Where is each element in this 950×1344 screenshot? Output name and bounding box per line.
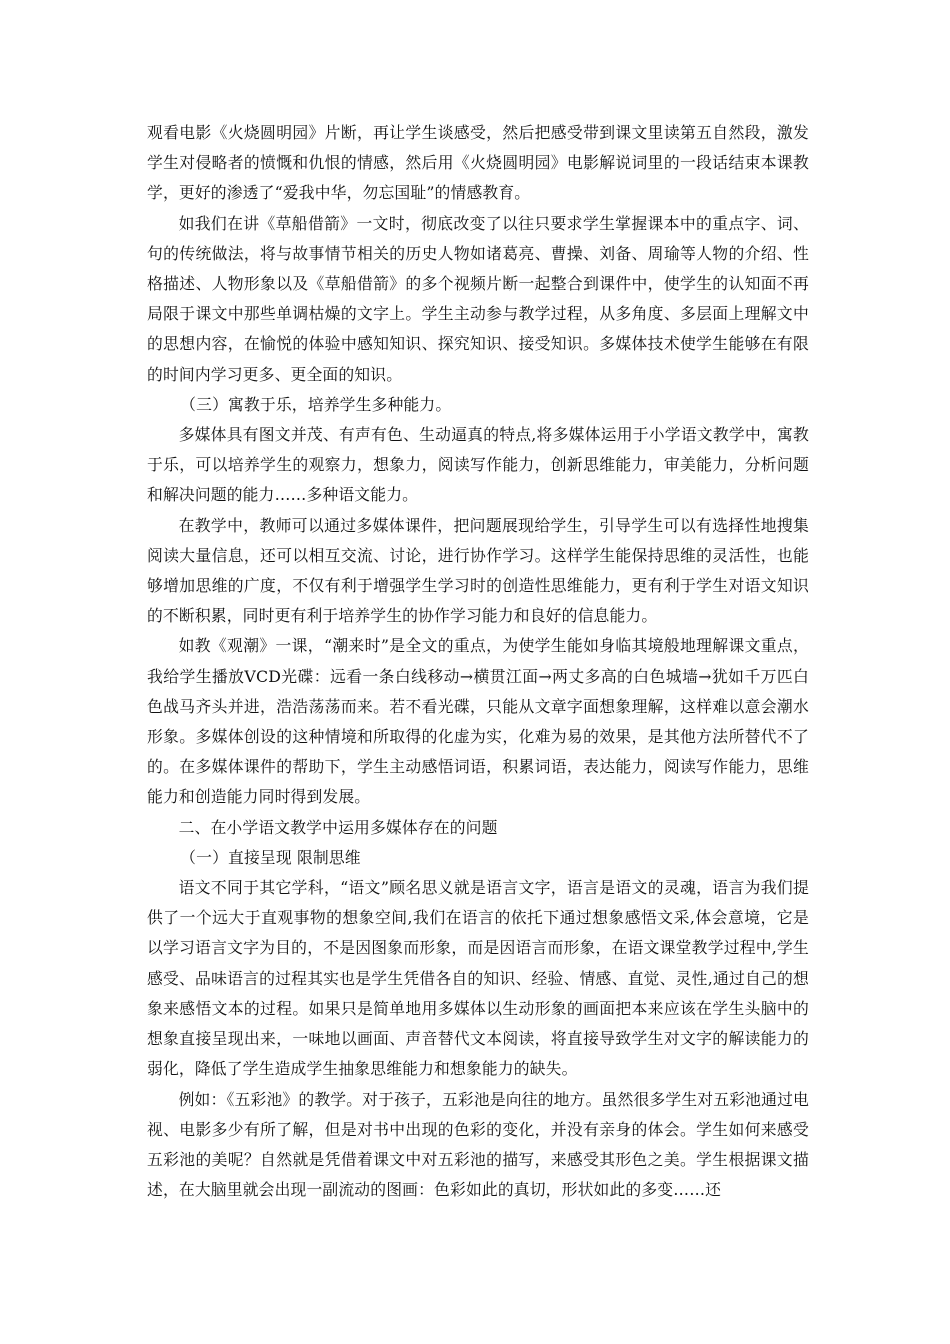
paragraph-language-imagination: 语文不同于其它学科，“语文”顾名思义就是语言文字，语言是语文的灵魂，语言为我们提供了一个远大于直观事物的想象空间,我们在语言的依托下通过想象感悟文采,体会意境，它是以学习语言文字为目的，不是因图象而形象，而是因语言而形象，在语文课堂教学过程中,学生感受、品味语言的过程其实也是学生凭借各自的知识、经验、情感、直觉、灵性,通过自己的想象来感悟文本的过程。如果只是简单地用多媒体以生动形象的画面把本来应该在学生头脑中的想象直接呈现出来，一味地以画面、声音替代文本阅读，将直接导致学生对文字的解读能力的弱化，降低了学生造成学生抽象思维能力和想象能力的缺失。 [147,878,809,1079]
paragraph-cao-chuan-jie-jian: 如我们在讲《草船借箭》一文时，彻底改变了以往只要求学生掌握课本中的重点字、词、句的传统做法，将与故事情节相关的历史人物如诸葛亮、曹操、刘备、周瑜等人物的介绍、性格描述、人物形象以及《草船借箭》的多个视频片断一起整合到课件中，使学生的认知面不再局限于课文中那些单调枯燥的文字上。学生主动参与教学过程，从多角度、多层面上理解文中的思想内容，在愉悦的体验中感知知识、探究知识、接受知识。多媒体技术使学生能够在有限的时间内学习更多、更全面的知识。 [147,213,809,384]
document-body [147,118,809,1205]
paragraph-wu-cai-chi: 例如：《五彩池》的教学。对于孩子，五彩池是向往的地方。虽然很多学生对五彩池通过电视、电影多少有所了解，但是对书中出现的色彩的变化，并没有亲身的体会。学生如何来感受五彩池的美呢？自然就是凭借着课文中对五彩池的描写，来感受其形色之美。学生根据课文描述，在大脑里就会出现一副流动的图画：色彩如此的真切，形状如此的多变……还 [147,1089,809,1200]
paragraph-multimedia-features: 多媒体具有图文并茂、有声有色、生动逼真的特点,将多媒体运用于小学语文教学中，寓教于乐，可以培养学生的观察力，想象力，阅读写作能力，创新思维能力，审美能力，分析问题和解决问题的能力……多种语文能力。 [147,425,809,505]
subheading-yu-jiao-yu-le: （三）寓教于乐，培养学生多种能力。 [180,394,452,414]
paragraph-continuation: 观看电影《火烧圆明园》片断，再让学生谈感受，然后把感受带到课文里读第五自然段，激发学生对侵略者的愤慨和仇恨的情感，然后用《火烧圆明园》电影解说词里的一段话结束本课教学，更好的渗透了“爱我中华，勿忘国耻”的情感教育。 [147,123,809,203]
paragraph-teaching-courseware: 在教学中，教师可以通过多媒体课件，把问题展现给学生，引导学生可以有选择性地搜集阅读大量信息，还可以相互交流、讨论，进行协作学习。这样学生能保持思维的灵活性，也能够增加思维的广度，不仅有利于增强学生学习时的创造性思维能力，更有利于学生对语文知识的不断积累，同时更有利于培养学生的协作学习能力和良好的信息能力。 [147,515,809,626]
subheading-direct-presentation: （一）直接呈现 限制思维 [180,847,361,867]
paragraph-guan-chao: 如教《观潮》一课，“潮来时”是全文的重点，为使学生能如身临其境般地理解课文重点，我给学生播放VCD光碟：远看一条白线移动→横贯江面→两丈多高的白色城墙→犹如千万匹白色战马齐头并进，浩浩荡荡而来。若不看光碟，只能从文章字面想象理解，这样难以意会潮水形象。多媒体创设的这种情境和所取得的化虚为实，化难为易的效果，是其他方法所替代不了的。在多媒体课件的帮助下，学生主动感悟词语，积累词语，表达能力，阅读写作能力，思维能力和创造能力同时得到发展。 [147,636,809,807]
section-heading-problems: 二、在小学语文教学中运用多媒体存在的问题 [178,817,498,837]
